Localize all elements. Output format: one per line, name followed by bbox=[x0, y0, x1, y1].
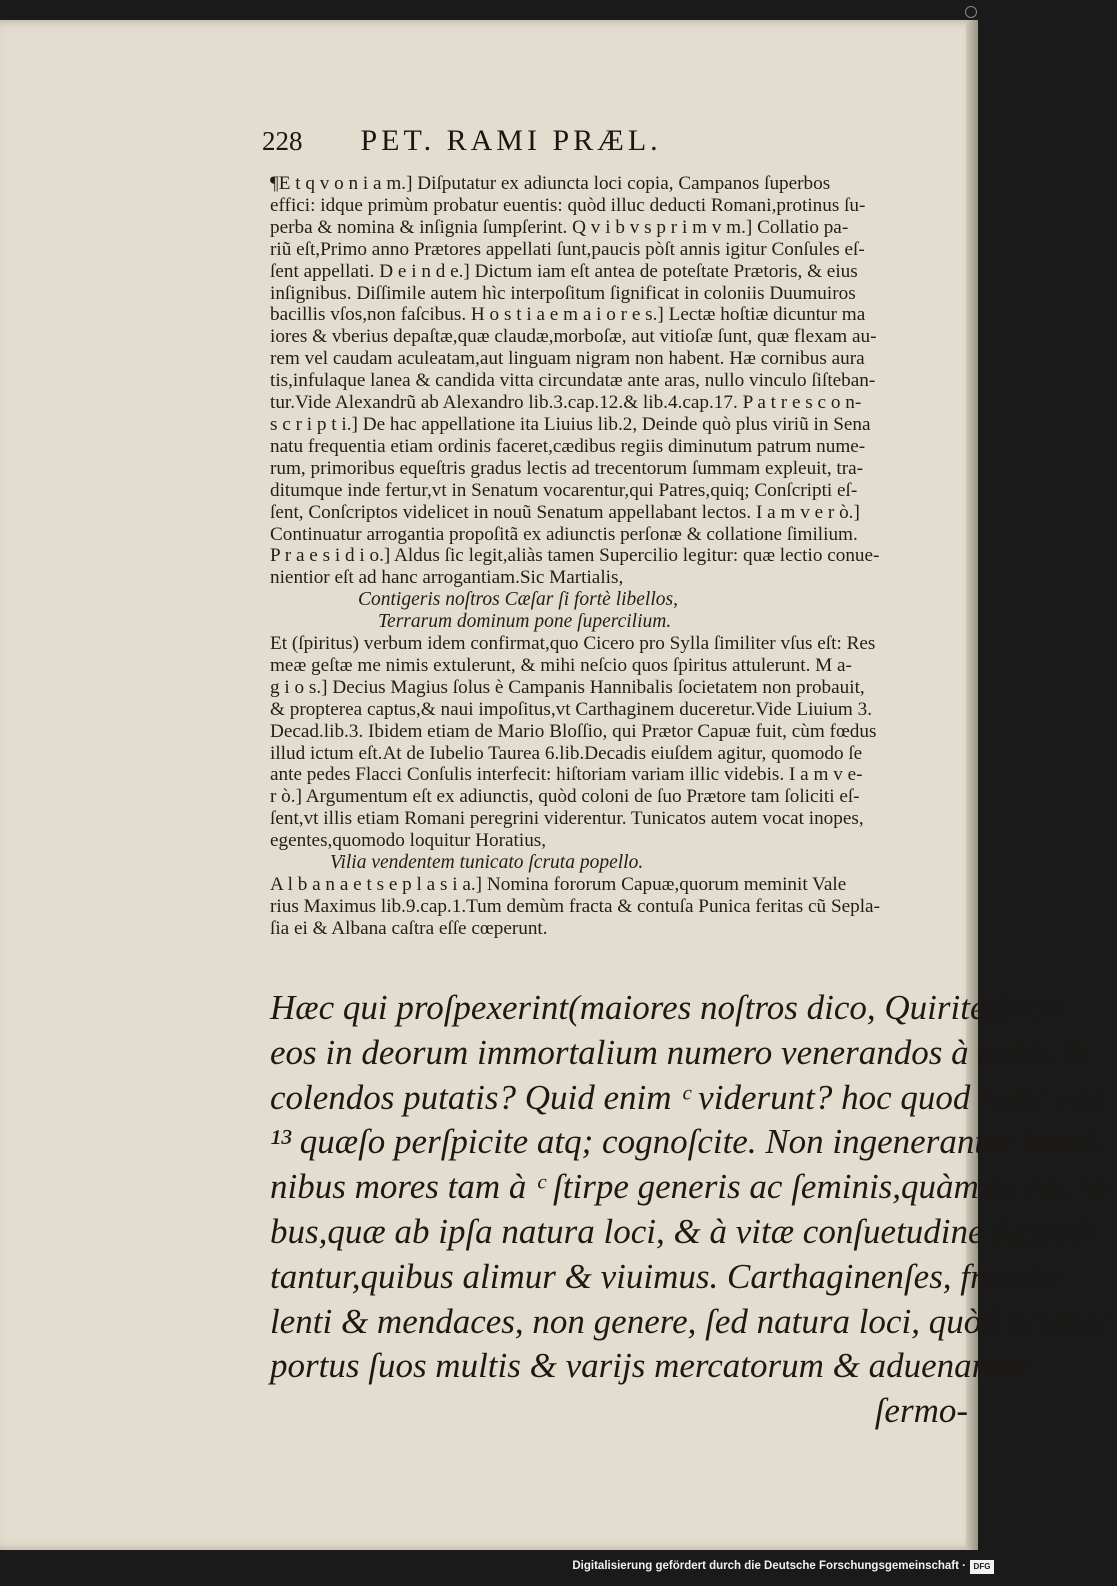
commentary-line: egentes,quomodo loquitur Horatius, bbox=[270, 830, 547, 852]
main-text-line: bus,quæ ab ipſa natura loci, & à vitæ conſuetudine ſuppedi bbox=[270, 1211, 1098, 1251]
verse-line: Contigeris noſtros Cæſar ſi fortè libellos, bbox=[358, 589, 678, 611]
commentary-line: illud ictum eſt.At de Iubelio Taurea 6.lib.Decadis eiuſdem agitur, quomodo ſe bbox=[270, 742, 863, 764]
commentary-line: P r a e s i d i o.] Aldus ſic legit,aliàs tamen Supercilio legitur: quæ lectio conue- bbox=[270, 545, 880, 567]
main-text-line: lenti & mendaces, non genere, ſed natura loci, quòd propter bbox=[270, 1301, 1112, 1341]
running-title: PET. RAMI PRÆL. bbox=[360, 124, 662, 157]
main-text-line: eos in deorum immortalium numero venerandos à nobis & bbox=[270, 1032, 1090, 1072]
commentary-line: Et (ſpiritus) verbum idem confirmat,quo Cicero pro Sylla ſimiliter vſus eſt: Res bbox=[270, 633, 876, 655]
main-text-line: tantur,quibus alimur & viuimus. Carthaginenſes, fraudu- bbox=[270, 1256, 1066, 1296]
commentary-line: natu frequentia etiam ordinis faceret,cædibus regiis diminutum patrum nume- bbox=[270, 435, 866, 457]
dfg-logo: DFG bbox=[970, 1560, 994, 1574]
commentary-line: s c r i p t i.] De hac appellatione ita Liuius lib.2, Deinde quò plus viriũ in Sena bbox=[270, 413, 871, 435]
commentary-line: riũ eſt,Primo anno Prætores appellati ſunt,paucis pòſt annis igitur Conſules eſ- bbox=[270, 238, 865, 260]
commentary-line: iores & vberius depaſtæ,quæ claudæ,morboſæ, aut vitioſæ ſunt, quæ flexam au- bbox=[270, 326, 877, 348]
commentary-line: ¶E t q v o n i a m.] Diſputatur ex adiuncta loci copia, Campanos ſuperbos bbox=[270, 173, 831, 194]
scan-corner-mark bbox=[965, 6, 977, 18]
main-text-line: nibus mores tam à ᶜ ſtirpe generis ac ſeminis,quàm ex his re- bbox=[270, 1167, 1117, 1207]
commentary-line: ante pedes Flacci Conſulis interfecit: hiſtoriam variam illic videbis. I a m v e- bbox=[270, 764, 863, 786]
main-text-block bbox=[270, 986, 1117, 1434]
commentary-line: effici: idque primùm probatur euentis: quòd illuc deducti Romani,protinus ſu- bbox=[270, 194, 866, 216]
commentary-line: tis,infulaque lanea & candida vitta circundatæ ante aras, nullo vinculo ſiſteban- bbox=[270, 370, 876, 392]
commentary-line: rem vel caudam aculeatam,aut linguam nigram non habent. Hæ cornibus aura bbox=[270, 348, 865, 370]
page-number: 228 bbox=[262, 126, 303, 156]
commentary-line: & propterea captus,& naui impoſitus,vt Carthaginem duceretur.Vide Liuium 3. bbox=[270, 698, 873, 720]
commentary-line: ſent,vt illis etiam Romani peregrini viderentur. Tunicatos autem vocat inopes, bbox=[270, 808, 864, 830]
commentary-line: tur.Vide Alexandrũ ab Alexandro lib.3.cap.12.& lib.4.cap.17. P a t r e s c o n- bbox=[270, 392, 862, 414]
commentary-line: Continuatur arrogantia propoſitã ex adiunctis perſonæ & collatione ſimilium. bbox=[270, 523, 858, 545]
commentary-block bbox=[270, 173, 976, 940]
commentary-line: r ò.] Argumentum eſt ex adiunctis, quòd coloni de ſuo Prætore tam ſoliciti eſ- bbox=[270, 786, 860, 808]
commentary-line: A l b a n a e t s e p l a s i a.] Nomina fororum Capuæ,quorum meminit Vale bbox=[270, 874, 847, 895]
commentary-line: ſent, Conſcriptos videlicet in nouũ Senatum appellabant lectos. I a m v e r ò.] bbox=[270, 501, 860, 523]
commentary-line: ſia ei & Albana caſtra eſſe cœperunt. bbox=[270, 917, 548, 939]
catchword: ſermo- bbox=[874, 1391, 968, 1431]
funding-credit: Digitalisierung gefördert durch die Deutsche Forschungsgemeinschaft · bbox=[572, 1560, 966, 1572]
commentary-line: ditumque inde fertur,vt in Senatum vocarentur,qui Patres,quiq; Conſcripti eſ- bbox=[270, 479, 858, 501]
commentary-line: meæ geſtæ me nimis extulerunt, & mihi neſcio quos ſpiritus attulerunt. M a- bbox=[270, 654, 852, 676]
commentary-line: rius Maximus lib.9.cap.1.Tum demùm fracta & contuſa Punica feritas cũ Sepla- bbox=[270, 895, 880, 917]
main-text-line: colendos putatis? Quid enim ᶜ viderunt? hoc quod nunc vos bbox=[270, 1077, 1103, 1117]
commentary-line: ſent appellati. D e i n d e.] Dictum iam eſt antea de poteſtate Prætoris, & eius bbox=[270, 260, 858, 282]
footer-bar bbox=[0, 1550, 1000, 1586]
commentary-line: g i o s.] Decius Magius ſolus è Campanis Hannibalis ſocietatem non probauit, bbox=[270, 676, 865, 698]
commentary-line: perba & nomina & inſignia ſumpſerint. Q v i b v s p r i m v m.] Collatio pa- bbox=[270, 216, 849, 238]
running-head bbox=[262, 124, 862, 164]
commentary-line: Decad.lib.3. Ibidem etiam de Mario Bloſſio, qui Prætor Capuæ fuit, cùm fœdus bbox=[270, 720, 877, 742]
main-text-line: Hæc qui proſpexerint(maiores noſtros dico, Quirites)non bbox=[270, 988, 1064, 1027]
main-text-line: portus ſuos multis & varijs mercatorum & aduenarum bbox=[270, 1346, 1029, 1386]
book-page bbox=[0, 20, 1117, 1550]
commentary-line: rum, primoribus equeſtris gradus lectis ad trecentorum ſummam expleuit, tra- bbox=[270, 457, 864, 479]
commentary-line: nientior eſt ad hanc arrogantiam.Sic Martialis, bbox=[270, 567, 624, 589]
verse-line: Vilia vendentem tunicato ſcruta popello. bbox=[330, 852, 644, 874]
commentary-line: inſignibus. Diſſimile autem hìc interpoſitum ſignificat in coloniis Duumuiros bbox=[270, 282, 856, 304]
main-text-line: ¹³ quæſo perſpicite atq; cognoſcite. Non ingenerantur homi- bbox=[270, 1122, 1106, 1162]
verse-line: Terrarum dominum pone ſupercilium. bbox=[378, 611, 672, 633]
commentary-line: bacillis vſos,non faſcibus. H o s t i a e m a i o r e s.] Lectæ hoſtiæ dicuntur ma bbox=[270, 304, 866, 326]
